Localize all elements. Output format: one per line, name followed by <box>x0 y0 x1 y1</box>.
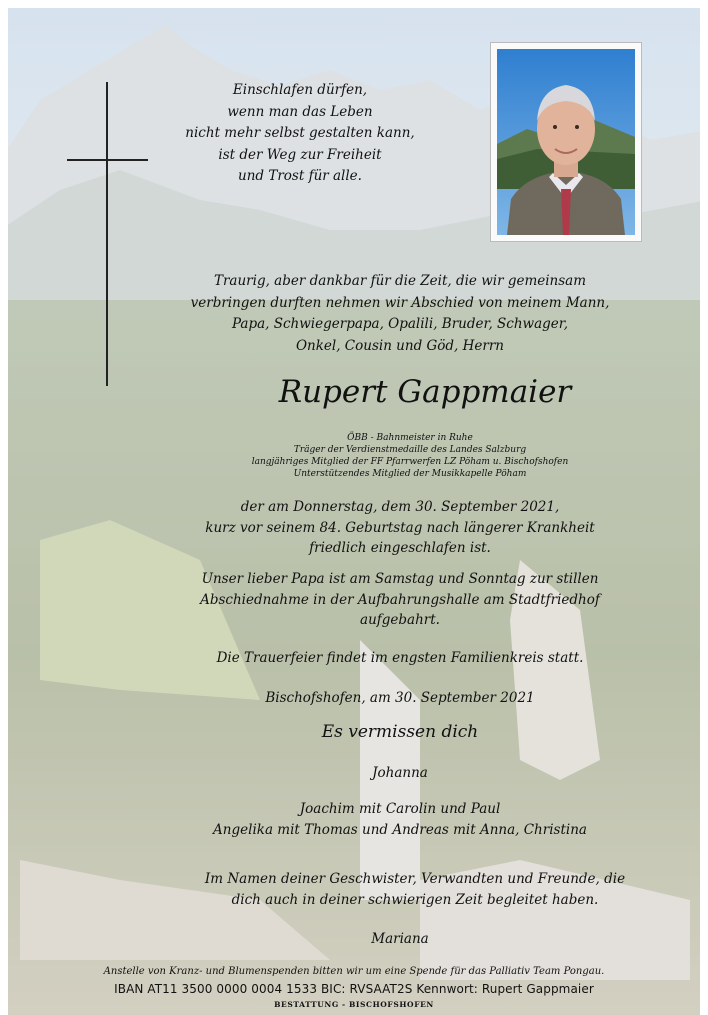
death-notice: der am Donnerstag, dem 30. September 2021, kurz vor seinem 84. Geburtstag nach längerer Krankheit friedlich eingeschlafen ist. <box>205 499 595 556</box>
ceremony-note: Die Trauerfeier findet im engsten Familienkreis statt. <box>216 650 584 666</box>
cross-icon <box>106 82 108 386</box>
siblings-note: Im Namen deiner Geschwister, Verwandten und Freunde, die dich auch in deiner schwierigen Zeit begleitet haben. <box>204 871 626 908</box>
poem: Einschlafen dürfen, wenn man das Leben nicht mehr selbst gestalten kann, ist der Weg zur Freiheit und Trost für alle. <box>185 82 415 184</box>
mourner-first: Johanna <box>372 765 428 781</box>
mourners-list: Joachim mit Carolin und Paul Angelika mit Thomas und Andreas mit Anna, Christina <box>213 801 587 838</box>
bank-details: IBAN AT11 3500 0000 0004 1533 BIC: RVSAAT2S Kennwort: Rupert Gappmaier <box>114 982 594 996</box>
honors-list: ÖBB - Bahnmeister in Ruhe Träger der Verdienstmedaille des Landes Salzburg langjähriges Mitglied der FF Pfarrwerfen LZ Pöham u. Bischofshofen Unterstützendes Mitglied der Musikkapelle Pöham <box>251 433 569 479</box>
intro-text: Traurig, aber dankbar für die Zeit, die wir gemeinsam verbringen durften nehmen wir Abschied von meinem Mann, Papa, Schwiegerpapa, Opalili, Bruder, Schwager, Onkel, Cousin und Göd, Herrn <box>190 273 610 354</box>
portrait-frame <box>490 42 642 242</box>
farewell-info: Unser lieber Papa ist am Samstag und Sonntag zur stillen Abschiednahme in der Aufbahrungshalle am Stadtfriedhof aufgebahrt. <box>200 571 600 628</box>
portrait-photo <box>497 49 635 235</box>
missed-heading: Es vermissen dich <box>321 722 479 742</box>
place-date: Bischofshofen, am 30. September 2021 <box>265 690 535 706</box>
signature: Mariana <box>371 931 429 947</box>
deceased-name: Rupert Gappmaier <box>278 374 572 410</box>
donation-note: Anstelle von Kranz- und Blumenspenden bitten wir um eine Spende für das Palliativ Team Pongau. <box>103 966 605 977</box>
funeral-home: BESTATTUNG - BISCHOFSHOFEN <box>274 1000 434 1009</box>
